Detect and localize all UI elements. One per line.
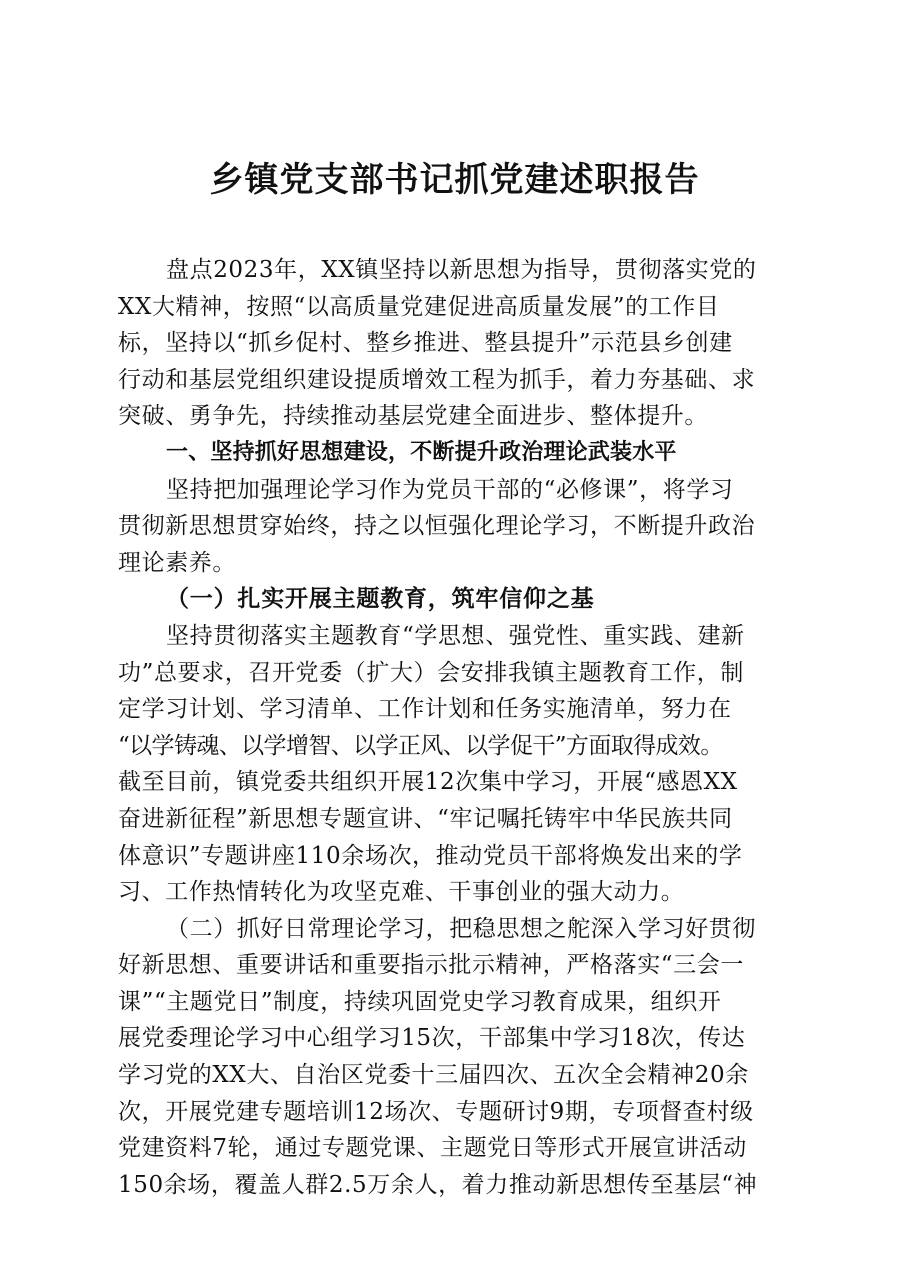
paragraph-line: 党建资料7轮，通过专题党课、主题党日等形式开展宣讲活动 <box>118 1135 747 1162</box>
paragraph-line: 功”总要求，召开党委（扩大）会安排我镇主题教育工作，制 <box>118 659 744 686</box>
paragraph-line: 盘点2023年，XX镇坚持以新思想为指导，贯彻落实党的 <box>166 257 757 283</box>
paragraph-line: 学习党的XX大、自治区党委十三届四次、五次全会精神20余 <box>118 1062 749 1089</box>
document-title: 乡镇党支部书记抓党建述职报告 <box>209 160 700 200</box>
paragraph-line: 好新思想、重要讲话和重要指示批示精神，严格落实“三会一 <box>118 952 744 979</box>
paragraph-line: 奋进新征程”新思想专题宣讲、“牢记嘱托铸牢中华民族共同 <box>118 805 733 832</box>
paragraph-line: 150余场，覆盖人群2.5万余人，着力推动新思想传至基层“神 <box>118 1171 758 1198</box>
paragraph-line: XX大精神，按照“以高质量党建促进高质量发展”的工作目 <box>118 293 720 320</box>
paragraph-line: 标，坚持以“抓乡促村、整乡推进、整县提升”示范县乡创建 <box>118 330 733 357</box>
paragraph-line: 展党委理论学习中心组学习15次，干部集中学习18次，传达 <box>118 1025 746 1052</box>
paragraph-line: 贯彻新思想贯穿始终，持之以恒强化理论学习，不断提升政治 <box>118 513 756 540</box>
paragraph-line: 坚持贯彻落实主题教育“学思想、强党性、重实践、建新 <box>166 622 745 649</box>
paragraph-line: 截至目前，镇党委共组织开展12次集中学习，开展“感恩XX <box>118 769 738 796</box>
paragraph-line: “以学铸魂、以学增智、以学正风、以学促干”方面取得成效。 <box>118 732 723 759</box>
paragraph-line: 理论素养。 <box>118 549 236 576</box>
subsection-heading: （一）扎实开展主题教育，筑牢信仰之基 <box>166 585 595 613</box>
paragraph-line: 习、工作热情转化为攻坚克难、干事创业的强大动力。 <box>118 879 685 906</box>
paragraph-line: 突破、勇争先，持续推动基层党建全面进步、整体提升。 <box>118 403 708 430</box>
paragraph-line: 行动和基层党组织建设提质增效工程为抓手，着力夯基础、求 <box>118 366 756 393</box>
paragraph-line: 课”“主题党日”制度，持续巩固党史学习教育成果，组织开 <box>118 988 722 1015</box>
paragraph-line: 体意识”专题讲座110余场次，推动党员干部将焕发出来的学 <box>118 842 743 869</box>
paragraph-line: 定学习计划、学习清单、工作计划和任务实施清单，努力在 <box>118 696 732 723</box>
subsection-line: （二）抓好日常理论学习，把稳思想之舵深入学习好贯彻 <box>166 915 756 942</box>
paragraph-line: 坚持把加强理论学习作为党员干部的“必修课”，将学习 <box>166 476 734 503</box>
document-body <box>118 252 808 1203</box>
paragraph-line: 次，开展党建专题培训12场次、专题研讨9期，专项督查村级 <box>118 1098 754 1125</box>
section-heading: 一、坚持抓好思想建设，不断提升政治理论武装水平 <box>166 439 677 465</box>
